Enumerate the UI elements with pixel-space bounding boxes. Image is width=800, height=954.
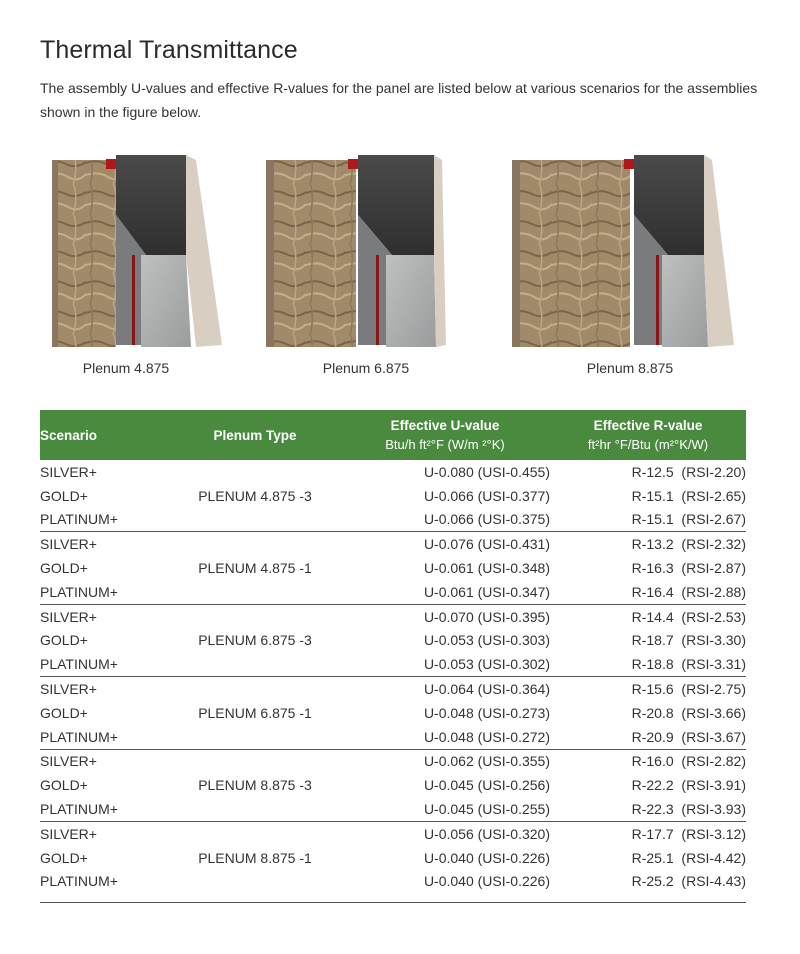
cell-plenum-type: PLENUM 8.875 -1 — [170, 821, 340, 893]
cell-scenario: PLATINUM+ — [40, 801, 118, 818]
cell-u-value: U-0.061 (USI-0.348) — [423, 560, 550, 577]
cell-scenario: SILVER+ — [40, 749, 170, 773]
figure-plenum-4875 — [46, 155, 226, 350]
cell-r-value: R-25.1 (RSI-4.42) — [631, 849, 746, 866]
cell-scenario: PLATINUM+ — [40, 728, 118, 745]
cell-u-value: U-0.045 (USI-0.255) — [423, 801, 550, 818]
cell-r-value: R-22.3 (RSI-3.93) — [631, 801, 746, 818]
table-row — [40, 652, 746, 676]
cell-r-value: R-18.7 (RSI-3.30) — [631, 632, 746, 649]
header-u-units: Btu/h ft²°F (W/m ²°K) — [385, 437, 505, 452]
table-row — [40, 821, 746, 845]
header-u-title: Effective U-value — [390, 418, 500, 433]
table-row — [40, 677, 746, 701]
thermal-transmittance-table — [40, 410, 746, 893]
cell-plenum-type: PLENUM 6.875 -3 — [170, 604, 340, 676]
cell-u-value: U-0.062 (USI-0.355) — [340, 749, 550, 773]
figure-caption: Plenum 8.875 — [586, 360, 674, 376]
figure-caption: Plenum 6.875 — [322, 360, 410, 376]
plenum-8875-illustration — [512, 155, 737, 350]
cell-r-value: R-15.6 (RSI-2.75) — [550, 677, 746, 701]
header-scenario: Scenario — [40, 410, 170, 460]
table-row — [40, 797, 746, 821]
figure-plenum-8875 — [512, 155, 692, 350]
table-row — [40, 629, 746, 653]
table-row — [40, 532, 746, 556]
cell-scenario: PLATINUM+ — [40, 583, 118, 600]
table-row — [40, 508, 746, 532]
cell-u-value: U-0.080 (USI-0.455) — [423, 463, 550, 480]
cell-u-value: U-0.053 (USI-0.303) — [423, 632, 550, 649]
cell-scenario: GOLD+ — [40, 632, 88, 649]
cell-r-value: R-15.1 (RSI-2.65) — [631, 487, 746, 504]
header-r-value — [550, 410, 746, 460]
cell-plenum-type: PLENUM 6.875 -1 — [170, 677, 340, 749]
cell-u-value: U-0.040 (USI-0.226) — [423, 849, 550, 866]
cell-scenario: SILVER+ — [40, 677, 170, 701]
table-header-row — [40, 410, 746, 460]
cell-plenum-type: PLENUM 4.875 -1 — [170, 532, 340, 604]
cell-r-value: R-14.4 (RSI-2.53) — [550, 604, 746, 628]
cell-u-value: U-0.066 (USI-0.377) — [423, 487, 550, 504]
table-row — [40, 580, 746, 604]
intro-paragraph: The assembly U-values and effective R-values for the panel are listed below at various scenarios for the assemblies shown in the figure below. — [40, 80, 758, 120]
cell-u-value: U-0.048 (USI-0.273) — [423, 704, 550, 721]
cell-r-value: R-16.4 (RSI-2.88) — [631, 583, 746, 600]
cell-r-value: R-12.5 (RSI-2.20) — [631, 463, 746, 480]
figure-caption: Plenum 4.875 — [82, 360, 170, 376]
cell-scenario: GOLD+ — [40, 777, 88, 794]
cell-u-value: U-0.076 (USI-0.431) — [340, 532, 550, 556]
table-row — [40, 484, 746, 508]
cell-r-value: R-13.2 (RSI-2.32) — [550, 532, 746, 556]
table-body — [40, 460, 746, 893]
table-row — [40, 725, 746, 749]
table-row — [40, 460, 746, 484]
figure-plenum-6875 — [266, 155, 446, 350]
cell-scenario: PLATINUM+ — [40, 873, 118, 890]
cell-scenario: SILVER+ — [40, 604, 170, 628]
cell-scenario: PLATINUM+ — [40, 511, 118, 528]
cell-plenum-type: PLENUM 8.875 -3 — [170, 749, 340, 821]
cell-r-value: R-17.7 (RSI-3.12) — [550, 821, 746, 845]
table-row — [40, 870, 746, 894]
cell-scenario: GOLD+ — [40, 560, 88, 577]
cell-u-value: U-0.045 (USI-0.256) — [423, 777, 550, 794]
header-r-title: Effective R-value — [593, 418, 703, 433]
cell-scenario: SILVER+ — [40, 821, 170, 845]
table-bottom-rule — [40, 902, 746, 903]
cell-r-value: R-16.3 (RSI-2.87) — [631, 560, 746, 577]
table-row — [40, 604, 746, 628]
cell-scenario: SILVER+ — [40, 532, 170, 556]
cell-r-value: R-22.2 (RSI-3.91) — [631, 777, 746, 794]
cell-u-value: U-0.064 (USI-0.364) — [340, 677, 550, 701]
header-u-value — [340, 410, 550, 460]
cell-r-value: R-16.0 (RSI-2.82) — [550, 749, 746, 773]
cell-r-value: R-20.9 (RSI-3.67) — [631, 728, 746, 745]
cell-u-value: U-0.066 (USI-0.375) — [423, 511, 550, 528]
header-plenum-type: Plenum Type — [170, 410, 340, 460]
cell-scenario: GOLD+ — [40, 849, 88, 866]
cell-r-value: R-20.8 (RSI-3.66) — [631, 704, 746, 721]
cell-scenario: GOLD+ — [40, 487, 88, 504]
cell-r-value: R-25.2 (RSI-4.43) — [631, 873, 746, 890]
cell-scenario: SILVER+ — [40, 463, 97, 480]
table-row — [40, 773, 746, 797]
cell-plenum-type: PLENUM 4.875 -3 — [198, 487, 312, 504]
cell-r-value: R-15.1 (RSI-2.67) — [631, 511, 746, 528]
cell-u-value: U-0.061 (USI-0.347) — [423, 583, 550, 600]
header-r-units: ft²hr °F/Btu (m²°K/W) — [587, 437, 709, 452]
plenum-6875-illustration — [266, 155, 446, 350]
cell-u-value: U-0.040 (USI-0.226) — [423, 873, 550, 890]
table-row — [40, 556, 746, 580]
cell-scenario: GOLD+ — [40, 704, 88, 721]
table-row — [40, 846, 746, 870]
assembly-figures — [0, 155, 800, 385]
cell-u-value: U-0.056 (USI-0.320) — [340, 821, 550, 845]
page-title: Thermal Transmittance — [40, 36, 298, 64]
cell-u-value: U-0.048 (USI-0.272) — [423, 728, 550, 745]
cell-u-value: U-0.070 (USI-0.395) — [340, 604, 550, 628]
plenum-4875-illustration — [46, 155, 226, 350]
cell-scenario: PLATINUM+ — [40, 656, 118, 673]
cell-u-value: U-0.053 (USI-0.302) — [423, 656, 550, 673]
table-row — [40, 749, 746, 773]
cell-r-value: R-18.8 (RSI-3.31) — [631, 656, 746, 673]
table-row — [40, 701, 746, 725]
